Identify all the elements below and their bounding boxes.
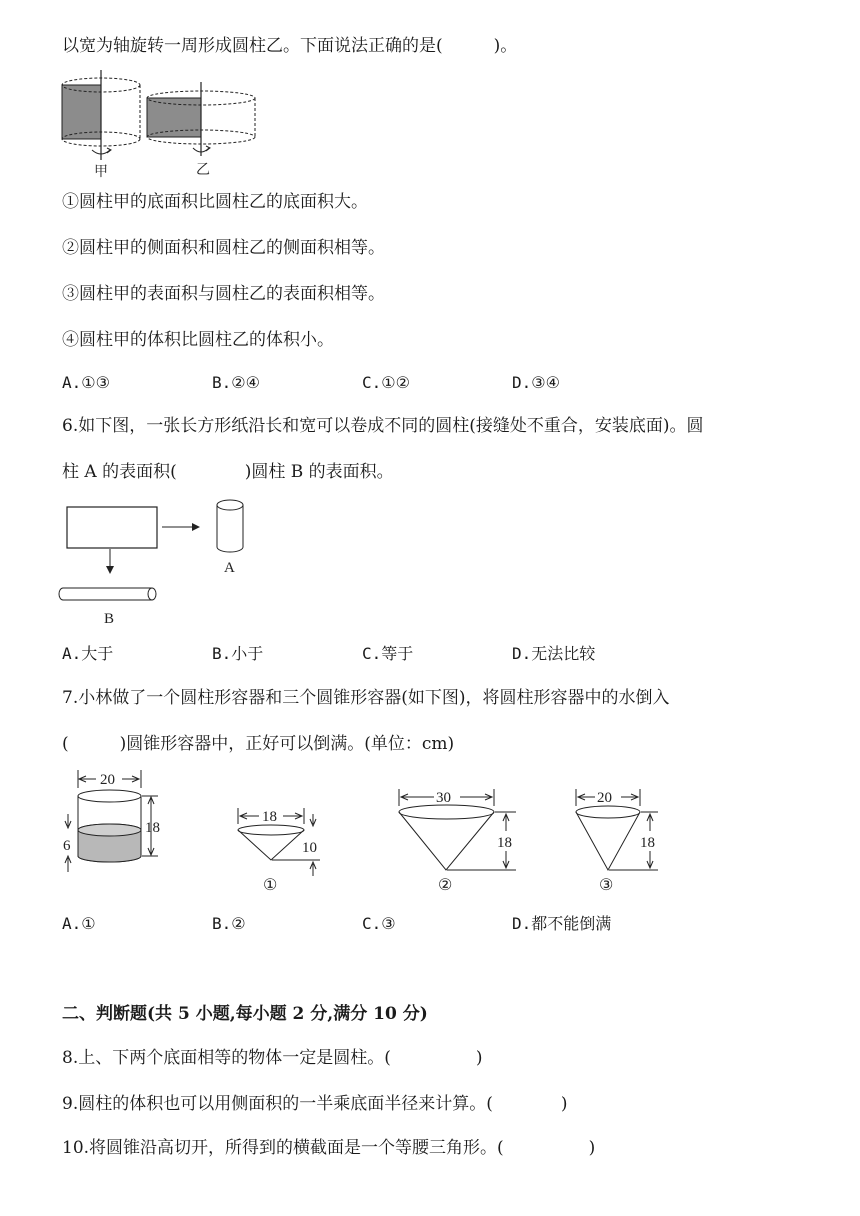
cone-2-label: ②	[438, 877, 453, 894]
water-height: 6	[63, 838, 71, 854]
q7-option-b[interactable]: B.②	[212, 914, 246, 933]
q5-option-a[interactable]: A.①③	[62, 373, 110, 392]
q7-option-a[interactable]: A.①	[62, 914, 96, 933]
q5-stem: 以宽为轴旋转一周形成圆柱乙。下面说法正确的是( )。	[62, 36, 518, 56]
q5-statement-4: ④圆柱甲的体积比圆柱乙的体积小。	[62, 330, 334, 350]
q7-stem-line1: 7.小林做了一个圆柱形容器和三个圆锥形容器(如下图)，将圆柱形容器中的水倒入	[62, 688, 670, 708]
q6-option-a[interactable]: A.大于	[62, 644, 114, 663]
label-a: A	[224, 560, 235, 576]
label-jia: 甲	[94, 165, 108, 180]
q5-option-c[interactable]: C.①②	[362, 373, 410, 392]
q5-option-b[interactable]: B.②④	[212, 373, 260, 392]
cone-3-diameter: 20	[597, 790, 612, 806]
q7-container-figure	[58, 766, 668, 896]
q5-statement-3: ③圆柱甲的表面积与圆柱乙的表面积相等。	[62, 284, 385, 304]
cone-1-diameter: 18	[262, 809, 277, 825]
q6-option-c[interactable]: C.等于	[362, 644, 414, 663]
cone-3-height: 18	[640, 835, 655, 851]
cylinder-jia	[62, 70, 140, 160]
q7-option-d[interactable]: D.都不能倒满	[512, 914, 612, 933]
cylinder-yi	[147, 82, 255, 156]
cone-1-label: ①	[263, 877, 278, 894]
q6-stem-line1: 6.如下图，一张长方形纸沿长和宽可以卷成不同的圆柱(接缝处不重合，安装底面)。圆	[62, 416, 704, 436]
cone-2-height: 18	[497, 835, 512, 851]
q6-option-d[interactable]: D.无法比较	[512, 644, 596, 663]
judgement-item-9: 9.圆柱的体积也可以用侧面积的一半乘底面半径来计算。( )	[62, 1094, 568, 1114]
cone-3	[576, 788, 660, 894]
q7-option-c[interactable]: C.③	[362, 914, 396, 933]
q5-statement-2: ②圆柱甲的侧面积和圆柱乙的侧面积相等。	[62, 238, 385, 258]
cone-3-label: ③	[599, 877, 614, 894]
judgement-item-8: 8.上、下两个底面相等的物体一定是圆柱。( )	[62, 1048, 483, 1068]
q6-paper-figure	[58, 494, 258, 626]
label-b: B	[104, 611, 115, 627]
cylinder-a	[217, 500, 243, 552]
cylinder-diameter: 20	[100, 772, 115, 788]
q5-statement-1: ①圆柱甲的底面积比圆柱乙的底面积大。	[62, 192, 368, 212]
cone-1	[238, 807, 320, 894]
section2-heading: 二、判断题(共 5 小题,每小题 2 分,满分 10 分)	[62, 1004, 428, 1024]
judgement-item-10: 10.将圆锥沿高切开，所得到的横截面是一个等腰三角形。( )	[62, 1138, 596, 1158]
cone-2-diameter: 30	[436, 790, 451, 806]
cylinder-height: 18	[145, 820, 160, 836]
paper-rectangle	[67, 507, 157, 548]
q5-option-d[interactable]: D.③④	[512, 373, 560, 392]
q5-cylinder-figure	[58, 68, 268, 180]
cone-2	[399, 788, 516, 894]
q6-stem-line2: 柱 A 的表面积( )圆柱 B 的表面积。	[62, 462, 394, 482]
cone-1-height: 10	[302, 840, 317, 856]
cylinder-b	[59, 588, 156, 600]
q7-stem-line2: ( )圆锥形容器中，正好可以倒满。(单位：cm)	[62, 734, 455, 754]
label-yi: 乙	[196, 163, 210, 178]
container-cylinder	[63, 770, 160, 872]
q6-option-b[interactable]: B.小于	[212, 644, 264, 663]
